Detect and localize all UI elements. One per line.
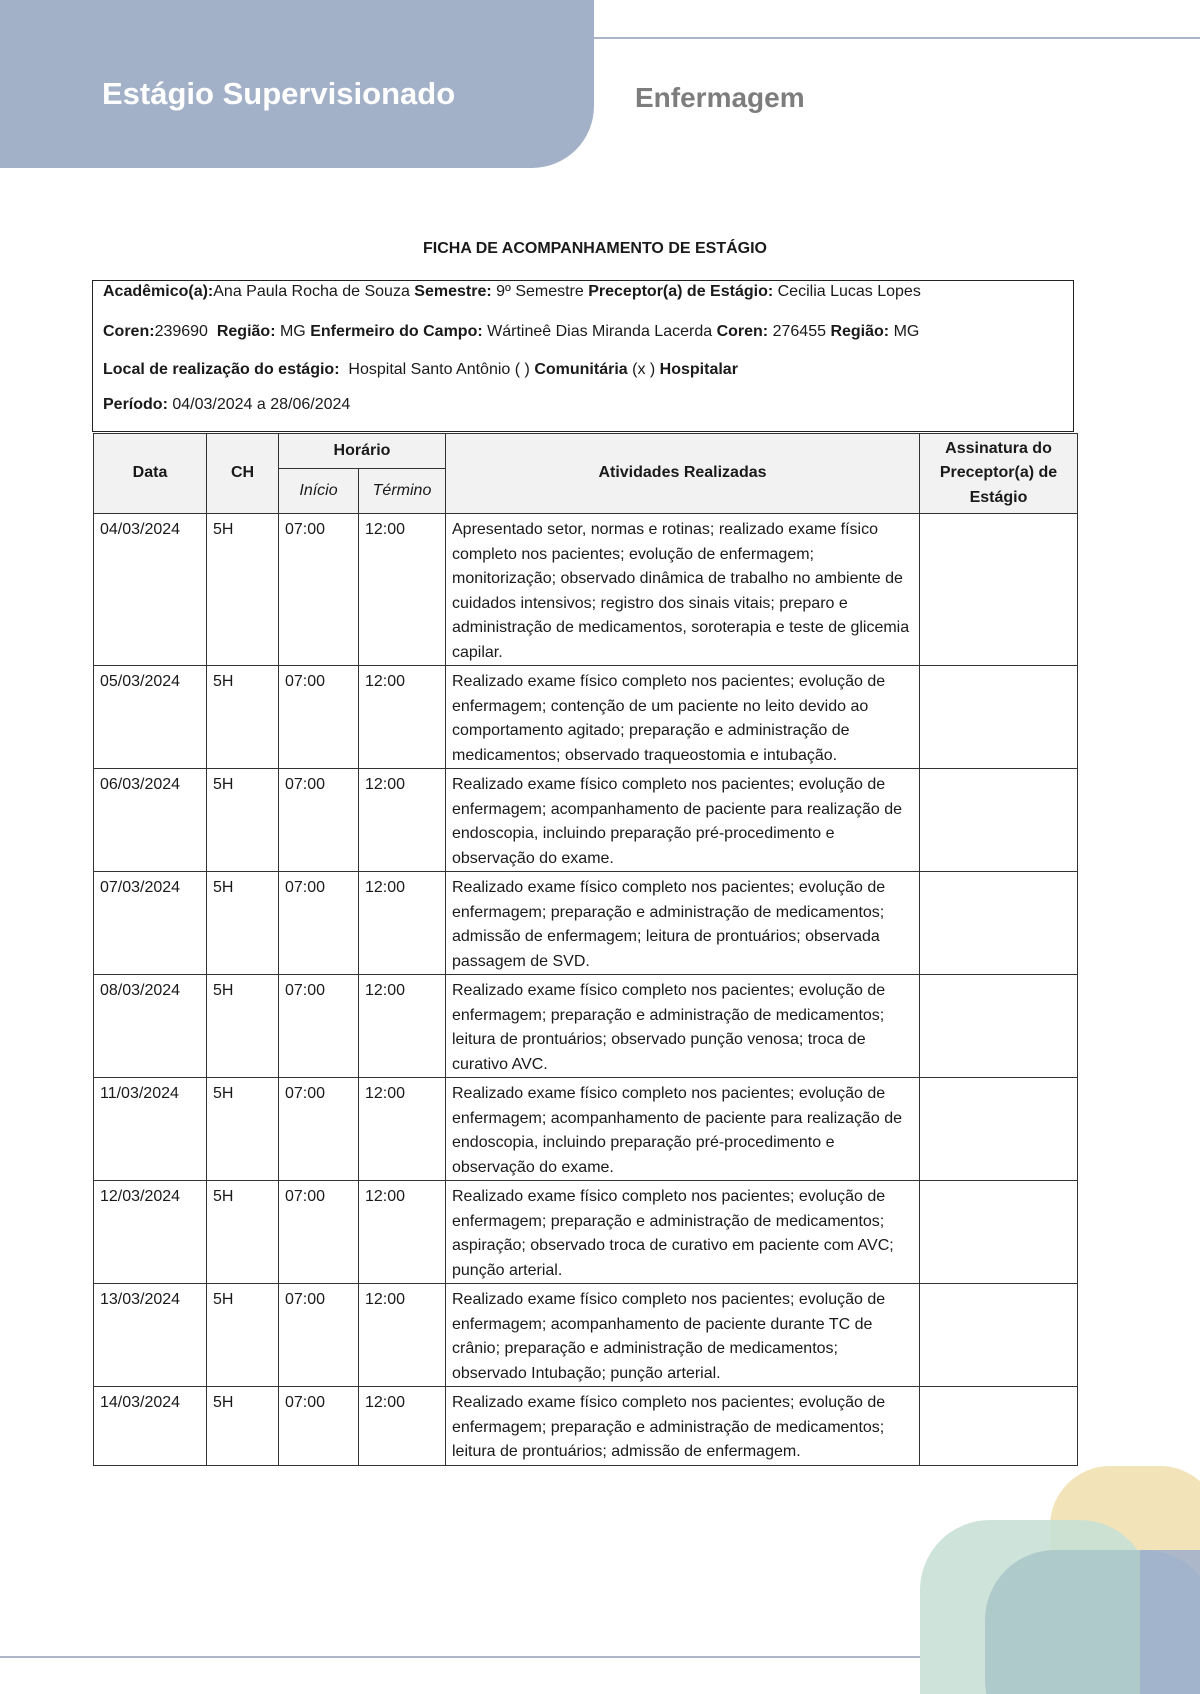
header-inicio: Início bbox=[279, 469, 359, 514]
preceptor-label: Preceptor(a) de Estágio: bbox=[588, 283, 774, 300]
cell-termino: 12:00 bbox=[359, 1284, 446, 1387]
cell-atividades: Realizado exame físico completo nos pacientes; evolução de enfermagem; acompanhamento de paciente para realização de endoscopia, incluindo preparação pré-procedimento e observação do exame. bbox=[446, 1078, 920, 1181]
table-row bbox=[94, 975, 1078, 1078]
cell-atividades: Realizado exame físico completo nos pacientes; evolução de enfermagem; preparação e administração de medicamentos; leitura de prontuários; observado punção venosa; troca de curativo AVC. bbox=[446, 975, 920, 1078]
cell-ch: 5H bbox=[207, 975, 279, 1078]
cell-termino: 12:00 bbox=[359, 975, 446, 1078]
cell-inicio: 07:00 bbox=[279, 769, 359, 872]
cell-data: 06/03/2024 bbox=[94, 769, 207, 872]
enfermeiro-label: Enfermeiro do Campo: bbox=[310, 323, 483, 340]
cell-ch: 5H bbox=[207, 666, 279, 769]
deco-blue-shape bbox=[1140, 1550, 1200, 1694]
header-ch: CH bbox=[207, 434, 279, 514]
cell-data: 14/03/2024 bbox=[94, 1387, 207, 1466]
cell-assinatura bbox=[920, 1078, 1078, 1181]
header-assinatura: Assinatura do Preceptor(a) de Estágio bbox=[920, 434, 1078, 514]
cell-inicio: 07:00 bbox=[279, 1078, 359, 1181]
coren1-label: Coren: bbox=[103, 323, 155, 340]
cell-atividades: Realizado exame físico completo nos pacientes; evolução de enfermagem; preparação e administração de medicamentos; aspiração; observado troca de curativo em paciente com AVC; punção arterial. bbox=[446, 1181, 920, 1284]
table-row bbox=[94, 666, 1078, 769]
cell-termino: 12:00 bbox=[359, 1181, 446, 1284]
cell-assinatura bbox=[920, 975, 1078, 1078]
cell-assinatura bbox=[920, 666, 1078, 769]
cell-termino: 12:00 bbox=[359, 769, 446, 872]
info-line-academico bbox=[103, 283, 921, 301]
preceptor-value: Cecilia Lucas Lopes bbox=[777, 283, 921, 300]
local-value: Hospital Santo Antônio bbox=[348, 361, 511, 378]
info-line-periodo bbox=[103, 396, 350, 414]
cell-atividades: Realizado exame físico completo nos pacientes; evolução de enfermagem; contenção de um paciente no leito devido ao comportamento agitado; preparação e administração de medicamentos; observado traqueostomia e intubação. bbox=[446, 666, 920, 769]
info-box bbox=[92, 280, 1074, 432]
cell-termino: 12:00 bbox=[359, 1387, 446, 1466]
cell-ch: 5H bbox=[207, 1181, 279, 1284]
periodo-value: 04/03/2024 a 28/06/2024 bbox=[172, 396, 351, 413]
table-body bbox=[94, 514, 1078, 1466]
table-row bbox=[94, 1078, 1078, 1181]
cell-data: 12/03/2024 bbox=[94, 1181, 207, 1284]
cell-data: 05/03/2024 bbox=[94, 666, 207, 769]
cell-termino: 12:00 bbox=[359, 1078, 446, 1181]
cell-assinatura bbox=[920, 872, 1078, 975]
table-row bbox=[94, 872, 1078, 975]
cell-inicio: 07:00 bbox=[279, 1181, 359, 1284]
regiao2-value: MG bbox=[893, 323, 920, 340]
form-title: FICHA DE ACOMPANHAMENTO DE ESTÁGIO bbox=[422, 240, 767, 257]
cell-inicio: 07:00 bbox=[279, 872, 359, 975]
semestre-label: Semestre: bbox=[414, 283, 492, 300]
academico-label: Acadêmico(a): bbox=[103, 283, 214, 300]
cell-data: 04/03/2024 bbox=[94, 514, 207, 666]
periodo-label: Período: bbox=[103, 396, 168, 413]
bottom-accent-line bbox=[0, 1656, 920, 1658]
semestre-value: 9º Semestre bbox=[496, 283, 584, 300]
cell-assinatura bbox=[920, 1387, 1078, 1466]
cell-ch: 5H bbox=[207, 769, 279, 872]
enfermeiro-value: Wártineê Dias Miranda Lacerda bbox=[487, 323, 713, 340]
coren1-value: 239690 bbox=[154, 323, 208, 340]
hospitalar-label: Hospitalar bbox=[659, 361, 738, 378]
cell-ch: 5H bbox=[207, 1078, 279, 1181]
cell-ch: 5H bbox=[207, 1284, 279, 1387]
table-row bbox=[94, 514, 1078, 666]
header-atividades: Atividades Realizadas bbox=[446, 434, 920, 514]
local-label: Local de realização do estágio: bbox=[103, 361, 340, 378]
cell-assinatura bbox=[920, 1181, 1078, 1284]
header-horario: Horário bbox=[279, 434, 446, 469]
header-subtitle: Enfermagem bbox=[635, 82, 805, 113]
cell-data: 07/03/2024 bbox=[94, 872, 207, 975]
coren2-value: 276455 bbox=[772, 323, 826, 340]
cell-assinatura bbox=[920, 769, 1078, 872]
info-line-local bbox=[103, 361, 738, 379]
cell-ch: 5H bbox=[207, 514, 279, 666]
header-termino: Término bbox=[359, 469, 446, 514]
cell-atividades: Realizado exame físico completo nos pacientes; evolução de enfermagem; preparação e administração de medicamentos; leitura de prontuários; admissão de enfermagem. bbox=[446, 1387, 920, 1466]
regiao1-value: MG bbox=[279, 323, 306, 340]
cell-atividades: Realizado exame físico completo nos pacientes; evolução de enfermagem; acompanhamento de paciente para realização de endoscopia, incluindo preparação pré-procedimento e observação do exame. bbox=[446, 769, 920, 872]
cell-atividades: Apresentado setor, normas e rotinas; realizado exame físico completo nos pacientes; evolução de enfermagem; monitorização; observado dinâmica de trabalho no ambiente de cuidados intensivos; registro dos sinais vitais; preparo e administração de medicamentos, soroterapia e teste de glicemia capilar. bbox=[446, 514, 920, 666]
table-header bbox=[94, 434, 1078, 514]
cell-inicio: 07:00 bbox=[279, 514, 359, 666]
comunitaria-checkbox: ( ) bbox=[514, 361, 530, 378]
cell-termino: 12:00 bbox=[359, 514, 446, 666]
table-row bbox=[94, 1181, 1078, 1284]
cell-data: 13/03/2024 bbox=[94, 1284, 207, 1387]
comunitaria-label: Comunitária bbox=[534, 361, 628, 378]
cell-ch: 5H bbox=[207, 1387, 279, 1466]
hospitalar-checkbox: (x ) bbox=[632, 361, 656, 378]
cell-atividades: Realizado exame físico completo nos pacientes; evolução de enfermagem; preparação e administração de medicamentos; admissão de enfermagem; leitura de prontuários; observada passagem de SVD. bbox=[446, 872, 920, 975]
cell-ch: 5H bbox=[207, 872, 279, 975]
cell-termino: 12:00 bbox=[359, 872, 446, 975]
cell-termino: 12:00 bbox=[359, 666, 446, 769]
table-row bbox=[94, 1284, 1078, 1387]
table-row bbox=[94, 769, 1078, 872]
regiao2-label: Região: bbox=[830, 323, 890, 340]
decorative-shapes bbox=[900, 1460, 1200, 1694]
cell-inicio: 07:00 bbox=[279, 975, 359, 1078]
regiao1-label: Região: bbox=[216, 323, 276, 340]
cell-inicio: 07:00 bbox=[279, 1387, 359, 1466]
cell-data: 08/03/2024 bbox=[94, 975, 207, 1078]
cell-assinatura bbox=[920, 514, 1078, 666]
cell-atividades: Realizado exame físico completo nos pacientes; evolução de enfermagem; acompanhamento de paciente durante TC de crânio; preparação e administração de medicamentos; observado Intubação; punção arterial. bbox=[446, 1284, 920, 1387]
cell-inicio: 07:00 bbox=[279, 666, 359, 769]
header-data: Data bbox=[94, 434, 207, 514]
cell-data: 11/03/2024 bbox=[94, 1078, 207, 1181]
coren2-label: Coren: bbox=[716, 323, 769, 340]
info-line-coren bbox=[103, 323, 919, 341]
cell-assinatura bbox=[920, 1284, 1078, 1387]
table-row bbox=[94, 1387, 1078, 1466]
cell-inicio: 07:00 bbox=[279, 1284, 359, 1387]
header-title: Estágio Supervisionado bbox=[102, 76, 456, 111]
activity-log-table bbox=[93, 433, 1078, 1466]
academico-value: Ana Paula Rocha de Souza bbox=[213, 283, 410, 300]
